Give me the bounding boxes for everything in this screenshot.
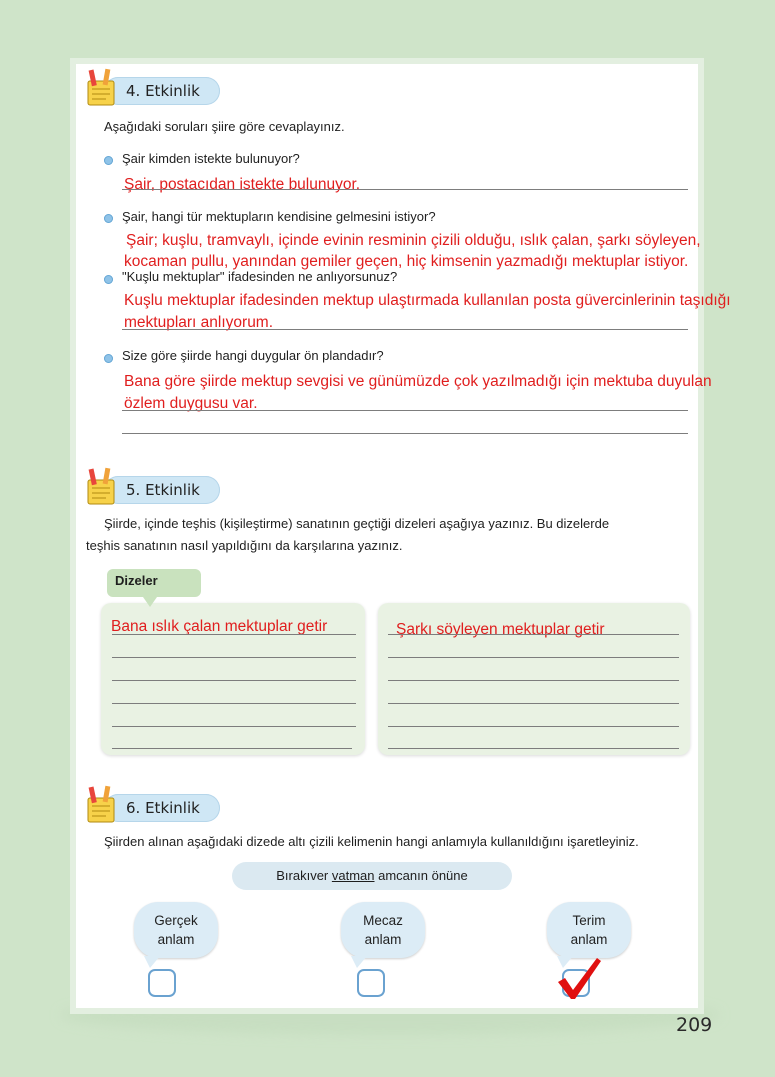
bullet-icon: [104, 214, 113, 223]
checkmark-icon: [554, 952, 604, 1002]
activity-5-instruction-line-2: teşhis sanatının nasıl yapıldığını da karşılarına yazınız.: [86, 538, 403, 553]
write-line: [112, 703, 356, 704]
bullet-icon: [104, 156, 113, 165]
answer-1: Şair, postacıdan istekte bulunuyor.: [124, 176, 361, 193]
write-line: [112, 680, 356, 681]
activity-5-badge: [86, 472, 220, 508]
question-2: Şair, hangi tür mektupların kendisine gelmesini istiyor?: [122, 209, 436, 224]
option-checkbox-literal[interactable]: [148, 969, 176, 997]
question-3: "Kuşlu mektuplar" ifadesinden ne anlıyorsunuz?: [122, 269, 398, 284]
write-line: [112, 634, 356, 635]
pencil-notepad-icon: [82, 466, 120, 510]
write-line: [388, 703, 679, 704]
pencil-notepad-icon: [82, 67, 120, 111]
verse-box: [232, 862, 512, 890]
write-line: [112, 748, 352, 749]
answer-line: [122, 433, 688, 434]
verses-label: Dizeler: [107, 569, 201, 597]
option-label-line-2: anlam: [157, 932, 195, 947]
activity-5-instruction-line-1: Şiirde, içinde teşhis (kişileştirme) sanatının geçtiği dizeleri aşağıya yazınız. Bu dizelerde: [104, 516, 610, 531]
bullet-icon: [104, 354, 113, 363]
pencil-notepad-icon: [82, 784, 120, 828]
option-bubble-literal: [134, 902, 218, 958]
answer-line: [122, 189, 688, 190]
answer-3-line-2: mektupları anlıyorum.: [124, 314, 274, 331]
page-number: 209: [676, 1014, 713, 1036]
answer-2-line-1: Şair; kuşlu, tramvaylı, içinde evinin resminin çizili olduğu, ıslık çalan, şarkı söyleyen,: [126, 232, 701, 249]
write-line: [388, 748, 679, 749]
question-1: Şair kimden istekte bulunuyor?: [122, 151, 300, 166]
option-label-line-1: Gerçek: [154, 913, 198, 928]
verse-answer-right: Şarkı söyleyen mektuplar getir: [396, 621, 605, 638]
verse-underlined-word: vatman: [331, 868, 375, 883]
activity-4-instruction: Aşağıdaki soruları şiire göre cevaplayınız.: [104, 119, 345, 134]
answer-4-line-2: özlem duygusu var.: [124, 395, 258, 412]
activity-6-badge: [86, 790, 220, 826]
answer-4-line-1: Bana göre şiirde mektup sevgisi ve günümüzde çok yazılmadığı için mektuba duyulan: [124, 373, 712, 390]
activity-4-title: 4. Etkinlik: [104, 77, 220, 105]
option-checkbox-figurative[interactable]: [357, 969, 385, 997]
write-line: [388, 726, 679, 727]
answer-line: [122, 410, 688, 411]
activity-6-title: 6. Etkinlik: [104, 794, 220, 822]
option-bubble-term: [547, 902, 631, 958]
option-label-line-1: Terim: [572, 913, 606, 928]
question-4: Size göre şiirde hangi duygular ön plandadır?: [122, 348, 384, 363]
verse-answer-left: Bana ıslık çalan mektuplar getir: [111, 618, 328, 635]
activity-6-instruction: Şiirden alınan aşağıdaki dizede altı çizili kelimenin hangi anlamıyla kullanıldığını işaretleyiniz.: [104, 834, 639, 849]
option-label-line-2: anlam: [364, 932, 402, 947]
write-line: [388, 680, 679, 681]
write-line: [388, 634, 679, 635]
answer-line: [122, 329, 688, 330]
option-label-line-2: anlam: [570, 932, 608, 947]
activity-4-badge: [86, 73, 220, 109]
answer-3-line-1: Kuşlu mektuplar ifadesinden mektup ulaştırmada kullanılan posta güvercinlerinin taşıdığı: [124, 292, 731, 309]
verse-text-before: Bırakıver: [276, 868, 332, 883]
answer-2-line-2: kocaman pullu, yanından gemiler geçen, hiç kimsenin yazmadığı mektuplar istiyor.: [124, 253, 689, 270]
option-bubble-figurative: [341, 902, 425, 958]
write-line: [112, 657, 356, 658]
write-line: [112, 726, 356, 727]
bullet-icon: [104, 275, 113, 284]
verse-text-after: amcanın önüne: [374, 868, 468, 883]
activity-5-title: 5. Etkinlik: [104, 476, 220, 504]
write-line: [388, 657, 679, 658]
option-label-line-1: Mecaz: [363, 913, 403, 928]
